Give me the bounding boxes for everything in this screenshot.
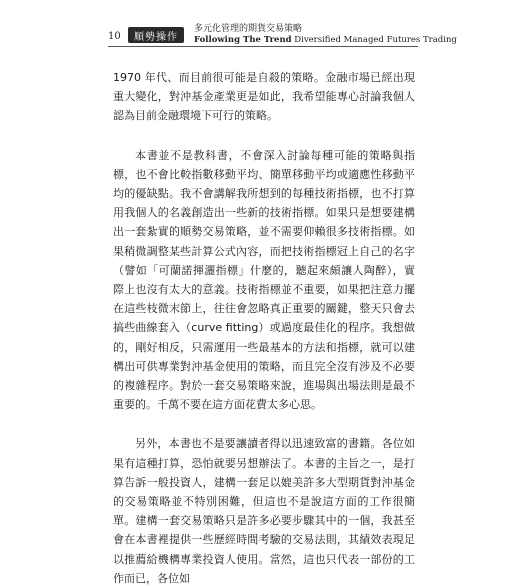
- paragraph-continued: 1970 年代、而目前很可能是自殺的策略。金融市場已經出現重大變化，對沖基金產業更是如此，我希望能專心討論我個人認為目前金融環境下可行的策略。: [113, 71, 415, 123]
- header-divider: [108, 46, 418, 47]
- subtitle-english-bold: Following The Trend: [194, 35, 292, 45]
- book-title-badge-label: 順勢操作: [134, 31, 178, 43]
- running-header: [0, 0, 520, 60]
- subtitle-english: [194, 34, 457, 46]
- subtitle-english-rest: Diversified Managed Futures Trading: [294, 35, 457, 45]
- book-title-badge: [128, 27, 184, 43]
- paragraph: 另外，本書也不是要讓讀者得以迅速致富的書籍。各位如果有這種打算，恐怕就要另想辦法了。本書的主旨之一，是打算告訴一般投資人，建構一套足以媲美許多大型期貨對沖基金的交易策略並不特別困難，但這也不是說這方面的工作很簡單。建構一套交易策略只是許多必要步驟其中的一個，我甚至會在本書裡提供一些歷經時間考驗的交易法則，其績效表現足以推薦給機構專業投資人使用。當然，這也只代表一部份的工作而已，各位如: [113, 437, 415, 585]
- page-number: 10: [108, 31, 121, 42]
- paragraph: 本書並不是教科書，不會深入討論每種可能的策略與指標，也不會比較指數移動平均、簡單移動平均或適應性移動平均的優缺點。我不會講解我所想到的每種技術指標，也不打算用我個人的名義創造出一些新的技術指標。如果只是想要建構出一套紮實的順勢交易策略，並不需要仰賴很多技術指標。如果稍微調整某些計算公式內容，而把技術指標冠上自己的名字（譬如「可蘭諾揮灑指標」什麼的，聽起來頗讓人陶醉），實際上也沒有太大的意義。技術指標並不重要，如果把注意力擺在這些枝微末節上，往往會忽略真正重要的關鍵，整天只會去搞些曲線套入（curve fitting）或過度最佳化的程序。我想做的，剛好相反，只需運用一些最基本的方法和指標，就可以建構出可供專業對沖基金使用的策略，而且完全沒有涉及不必要的複雜程序。對於一套交易策略來說，進場與出場法則是最不重要的。千萬不要在這方面花費太多心思。: [113, 148, 415, 412]
- header-titles: [194, 24, 457, 46]
- subtitle-chinese: 多元化管理的期貨交易策略: [194, 24, 303, 34]
- page-body: [113, 68, 415, 588]
